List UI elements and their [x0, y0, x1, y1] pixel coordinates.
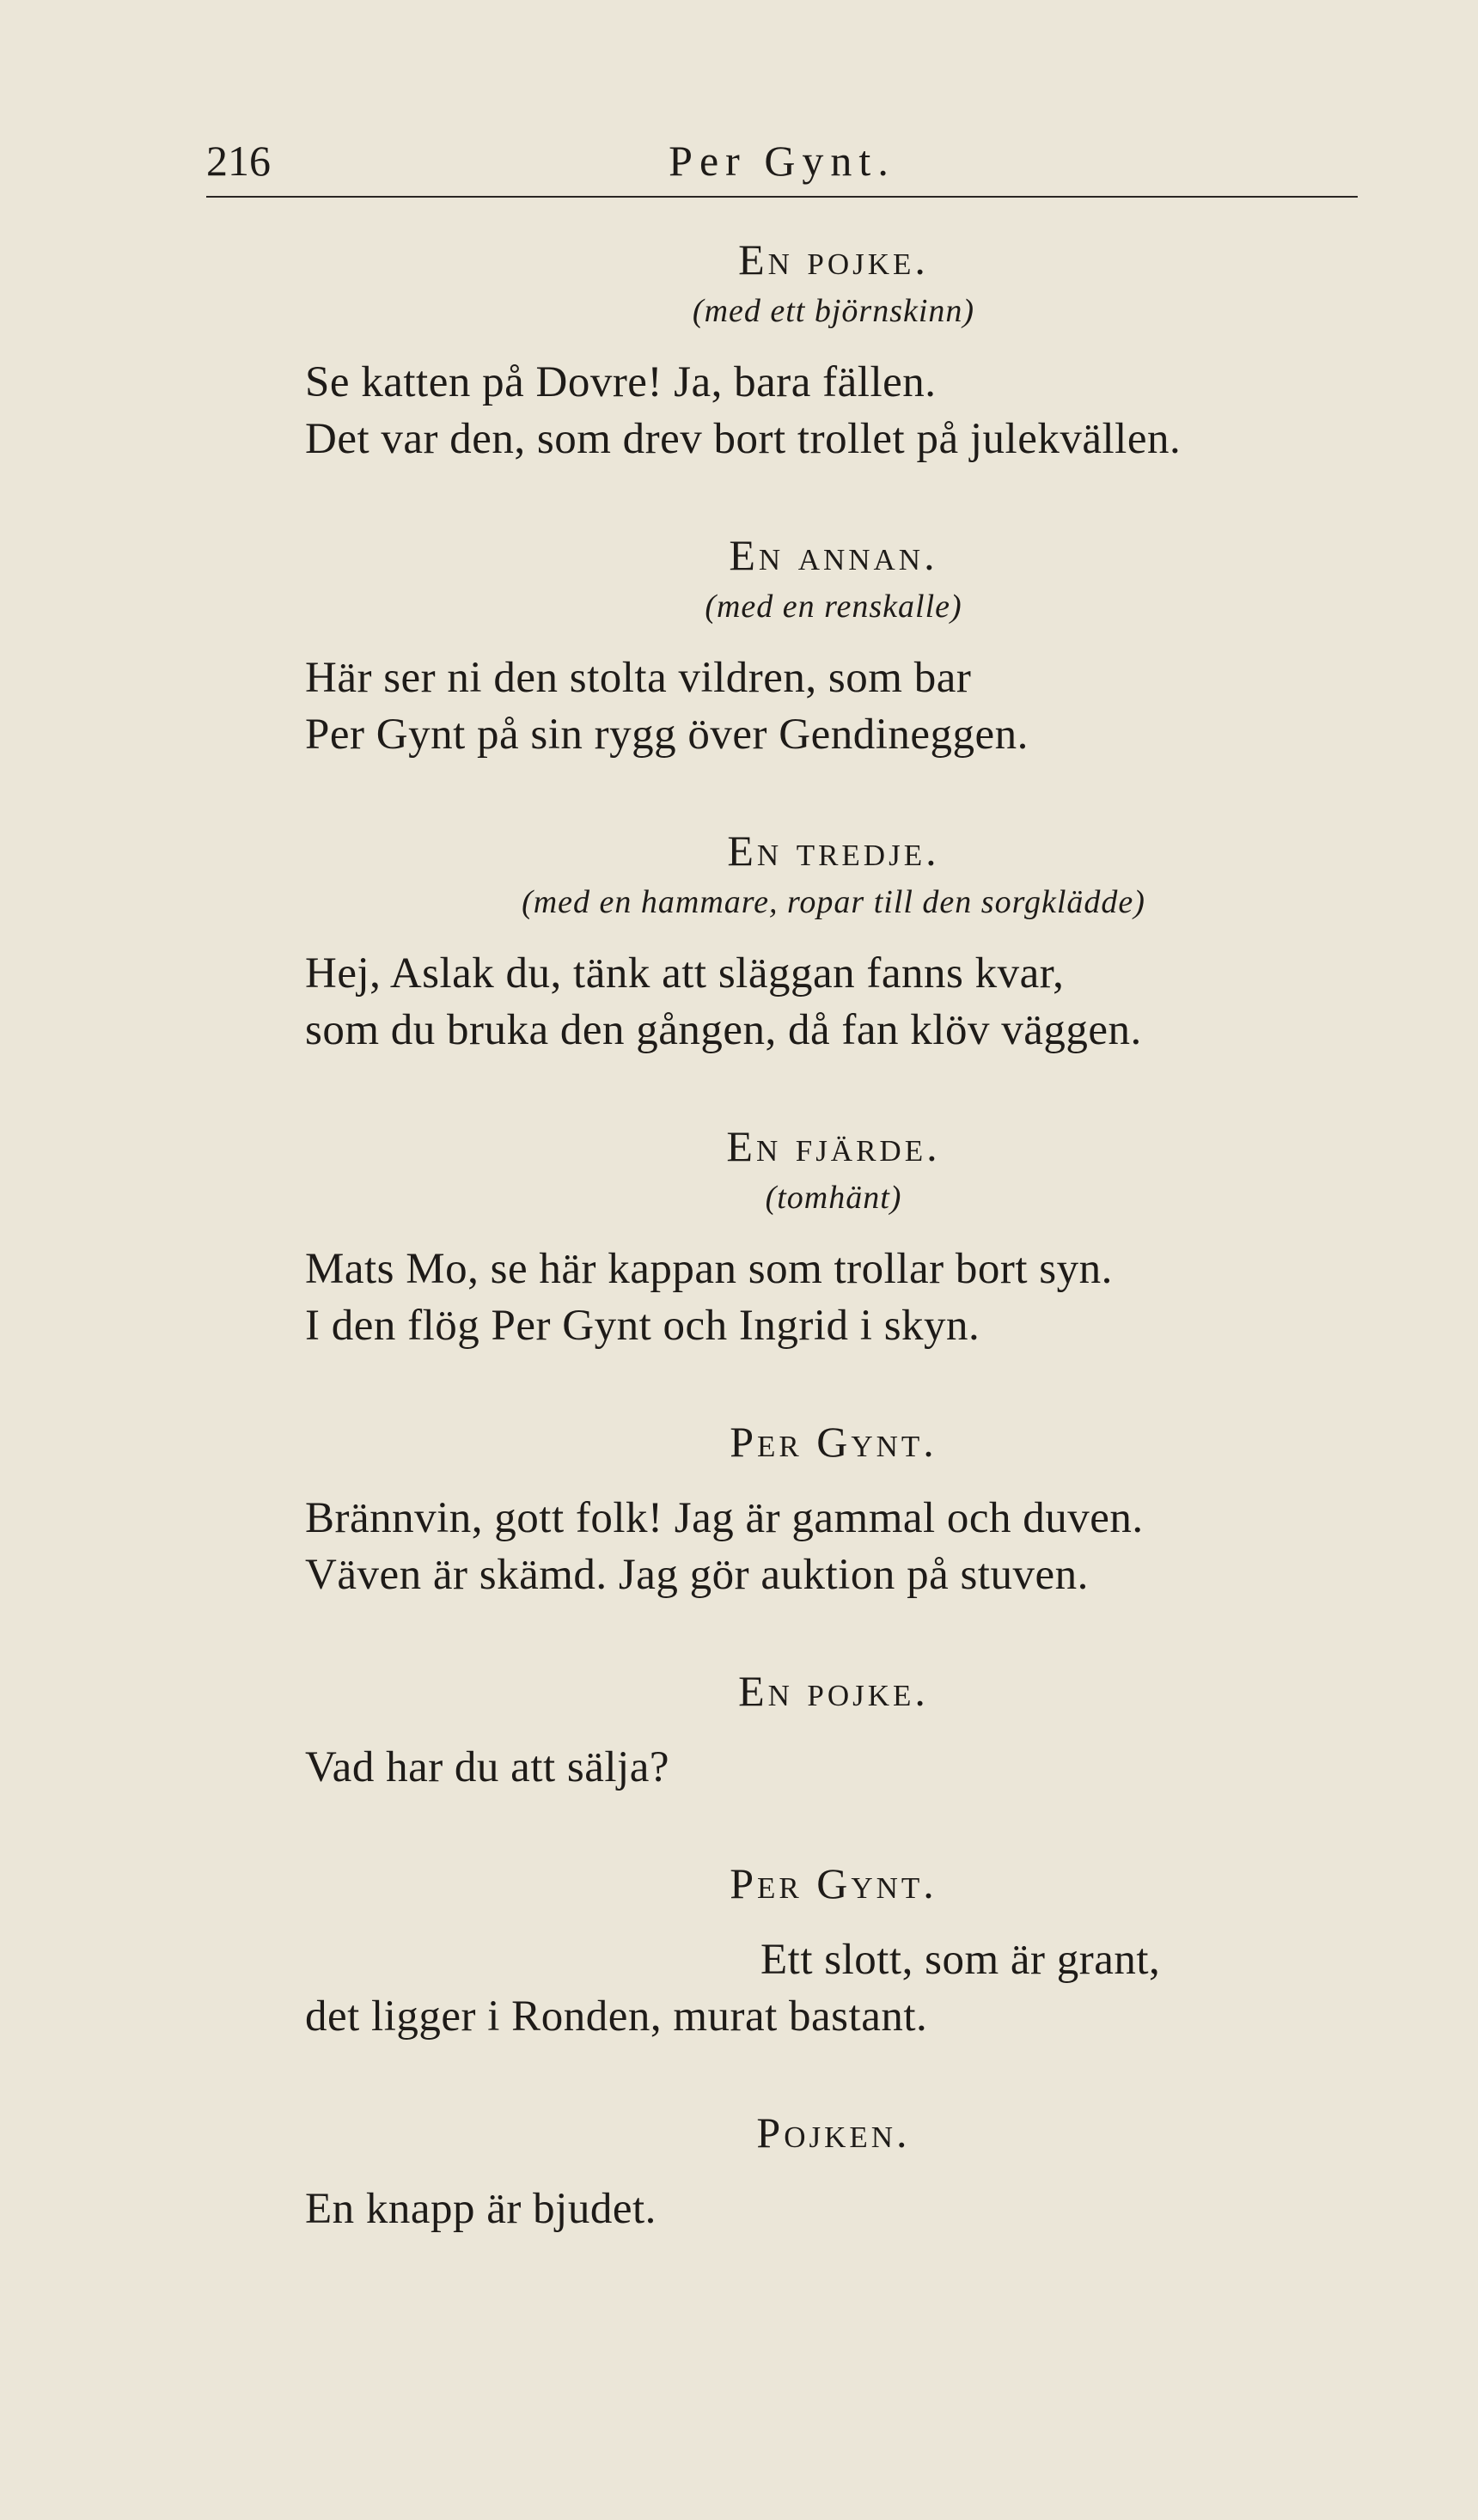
- verse-line: Per Gynt på sin rygg över Gendineggen.: [305, 711, 1029, 759]
- speaker-name: En fjärde.: [726, 1122, 941, 1170]
- verse-line: som du bruka den gången, då fan klöv väggen.: [305, 1006, 1142, 1054]
- stage-direction: (med en renskalle): [705, 589, 962, 625]
- speaker-name: En pojke.: [738, 235, 929, 284]
- speaker-name: En annan.: [729, 531, 938, 579]
- verse-line: I den flög Per Gynt och Ingrid i skyn.: [305, 1302, 980, 1350]
- verse-line: Här ser ni den stolta vildren, som bar: [305, 654, 972, 702]
- verse-line: Ett slott, som är grant,: [760, 1936, 1161, 1984]
- verse: [305, 945, 1362, 1059]
- verse-line: Hej, Aslak du, tänk att släggan fanns kvar,: [305, 949, 1065, 998]
- header-rule: [206, 196, 1358, 198]
- verse: [305, 1739, 1362, 1796]
- verse: [305, 650, 1362, 763]
- verse-line: Vad har du att sälja?: [305, 1743, 670, 1791]
- stage-direction: (med en hammare, ropar till den sorgklädde): [522, 884, 1145, 920]
- page-header: [206, 129, 1358, 198]
- verse: [305, 2181, 1362, 2237]
- speaker-name: Pojken.: [756, 2108, 911, 2157]
- speaker-name: Per Gynt.: [730, 1418, 937, 1466]
- stage-direction: (tomhänt): [765, 1180, 902, 1216]
- verse-line: Väven är skämd. Jag gör auktion på stuven.: [305, 1551, 1089, 1599]
- speaker-name: En pojke.: [738, 1667, 929, 1715]
- play-text: [305, 234, 1362, 2237]
- page-number: 216: [206, 137, 271, 185]
- speaker-name: Per Gynt.: [730, 1859, 937, 1907]
- speaker-name: En tredje.: [727, 827, 940, 875]
- stage-direction: (med ett björnskinn): [692, 293, 975, 329]
- verse: [305, 1241, 1362, 1354]
- verse: [305, 1490, 1362, 1603]
- running-title: Per Gynt.: [669, 137, 895, 185]
- verse-line: Brännvin, gott folk! Jag är gammal och duven.: [305, 1494, 1144, 1542]
- verse-line: det ligger i Ronden, murat bastant.: [305, 1992, 928, 2041]
- verse-line: Det var den, som drev bort trollet på julekvällen.: [305, 415, 1182, 463]
- verse-line: Se katten på Dovre! Ja, bara fällen.: [305, 358, 937, 406]
- verse-line: Mats Mo, se här kappan som trollar bort syn.: [305, 1245, 1113, 1293]
- verse: [305, 1931, 1362, 2045]
- verse: [305, 354, 1362, 467]
- verse-line: En knapp är bjudet.: [305, 2185, 657, 2233]
